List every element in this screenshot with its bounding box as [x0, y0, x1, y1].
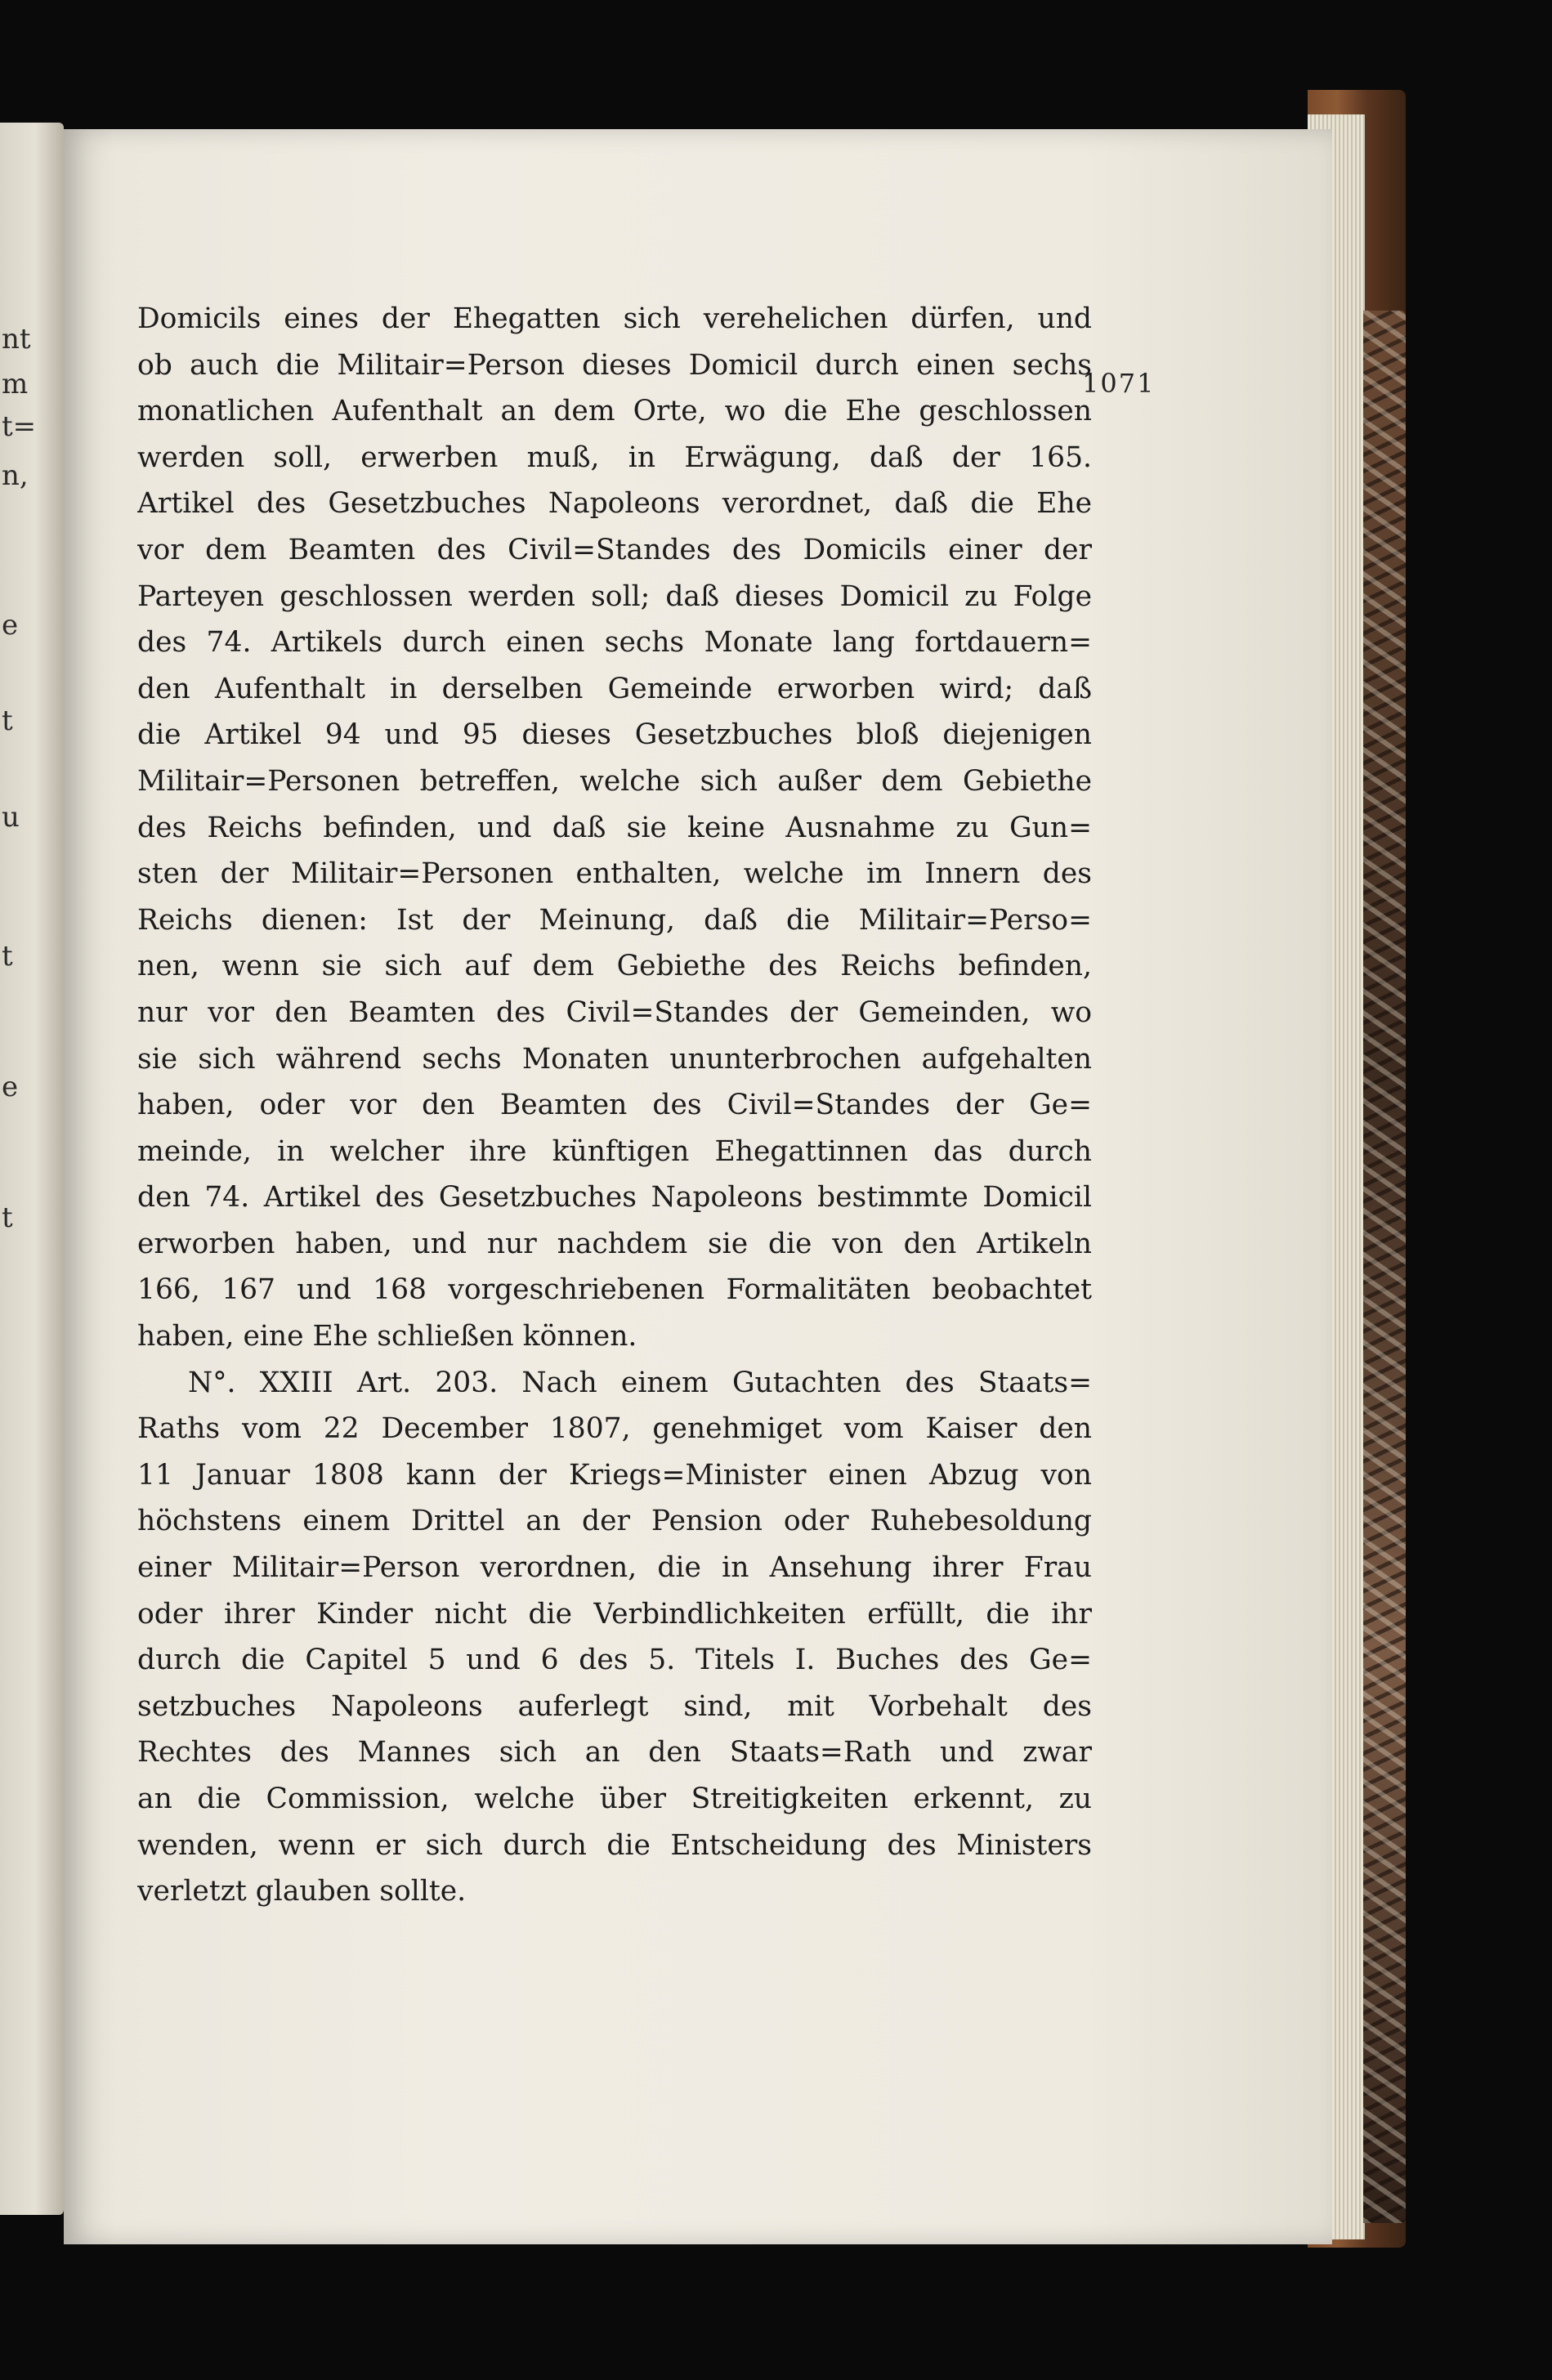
text-line: ob auch die Militair=Person dieses Domicil durch einen sechs	[137, 348, 1092, 382]
text-line: des Reichs befinden, und daß sie keine Ausnahme zu Gun=	[137, 811, 1092, 844]
left-page-fragment: t	[2, 1201, 13, 1234]
text-line: erworben haben, und nur nachdem sie die von den Artikeln	[137, 1227, 1092, 1260]
text-line: monatlichen Aufenthalt an dem Orte, wo die Ehe geschlossen	[137, 395, 1092, 428]
text-line: Raths vom 22 December 1807, genehmiget vom Kaiser den	[137, 1412, 1092, 1446]
text-line: 166, 167 und 168 vorgeschriebenen Formalitäten beobachtet	[137, 1273, 1092, 1307]
text-line: haben, eine Ehe schließen können.	[137, 1320, 637, 1353]
left-page-fragment: e	[2, 609, 19, 642]
text-line: Reichs dienen: Ist der Meinung, daß die Militair=Perso=	[137, 903, 1092, 937]
paragraph-2	[137, 1360, 1092, 1915]
text-line: höchstens einem Drittel an der Pension oder Ruhebesoldung	[137, 1505, 1092, 1538]
text-line: werden soll, erwerben muß, in Erwägung, daß der 165.	[137, 441, 1092, 474]
page-text	[137, 296, 1092, 1915]
text-line: oder ihrer Kinder nicht die Verbindlichkeiten erfüllt, die ihr	[137, 1597, 1092, 1631]
text-line: sie sich während sechs Monaten ununterbrochen aufgehalten	[137, 1042, 1092, 1076]
left-page-fragment: t	[2, 940, 13, 973]
text-line: des 74. Artikels durch einen sechs Monate lang fortdauern=	[137, 626, 1092, 660]
text-line: an die Commission, welche über Streitigkeiten erkennt, zu	[137, 1783, 1092, 1815]
left-facing-page-edge	[0, 123, 64, 2215]
left-page-fragment: t	[2, 705, 13, 737]
text-line: N°. XXIII Art. 203. Nach einem Gutachten des Staats=	[188, 1366, 1092, 1399]
text-line: die Artikel 94 und 95 dieses Gesetzbuches bloß diejenigen	[137, 718, 1092, 752]
text-line: 11 Januar 1808 kann der Kriegs=Minister einen Abzug von	[137, 1458, 1092, 1492]
text-line: einer Militair=Person verordnen, die in Ansehung ihrer Frau	[137, 1551, 1092, 1585]
paragraph-1	[137, 296, 1092, 1360]
text-line: durch die Capitel 5 und 6 des 5. Titels I. Buches des Ge=	[137, 1644, 1092, 1677]
left-page-fragment: n,	[2, 459, 29, 492]
text-line: vor dem Beamten des Civil=Standes des Domicils einer der	[137, 533, 1092, 566]
text-line: den Aufenthalt in derselben Gemeinde erworben wird; daß	[137, 672, 1092, 705]
text-line: sten der Militair=Personen enthalten, welche im Innern des	[137, 857, 1092, 891]
text-line: verletzt glauben sollte.	[137, 1875, 467, 1908]
text-line: nen, wenn sie sich auf dem Gebiethe des Reichs befinden,	[137, 950, 1092, 983]
text-line: Artikel des Gesetzbuches Napoleons verordnet, daß die Ehe	[137, 487, 1092, 521]
left-page-fragment: t=	[2, 410, 37, 443]
text-line: haben, oder vor den Beamten des Civil=Standes der Ge=	[137, 1089, 1092, 1122]
text-line: wenden, wenn er sich durch die Entscheidung des Ministers	[137, 1828, 1092, 1862]
text-line: Parteyen geschlossen werden soll; daß dieses Domicil zu Folge	[137, 579, 1092, 613]
left-page-fragment: m	[2, 368, 29, 400]
text-line: Rechtes des Mannes sich an den Staats=Rath und zwar	[137, 1736, 1092, 1769]
left-page-fragment: e	[2, 1071, 19, 1103]
text-line: setzbuches Napoleons auferlegt sind, mit Vorbehalt des	[137, 1689, 1092, 1723]
text-line: Militair=Personen betreffen, welche sich außer dem Gebiethe	[137, 764, 1092, 798]
left-page-fragment: u	[2, 801, 20, 834]
page-number: 1071	[1082, 368, 1156, 399]
text-line: Domicils eines der Ehegatten sich verehelichen dürfen, und	[137, 302, 1092, 335]
text-line: meinde, in welcher ihre künftigen Ehegattinnen das durch	[137, 1134, 1092, 1168]
text-line: nur vor den Beamten des Civil=Standes der Gemeinden, wo	[137, 995, 1092, 1029]
text-line: den 74. Artikel des Gesetzbuches Napoleons bestimmte Domicil	[137, 1181, 1092, 1215]
marbled-edge	[1363, 311, 1406, 2223]
left-page-fragment: nt	[2, 323, 31, 356]
